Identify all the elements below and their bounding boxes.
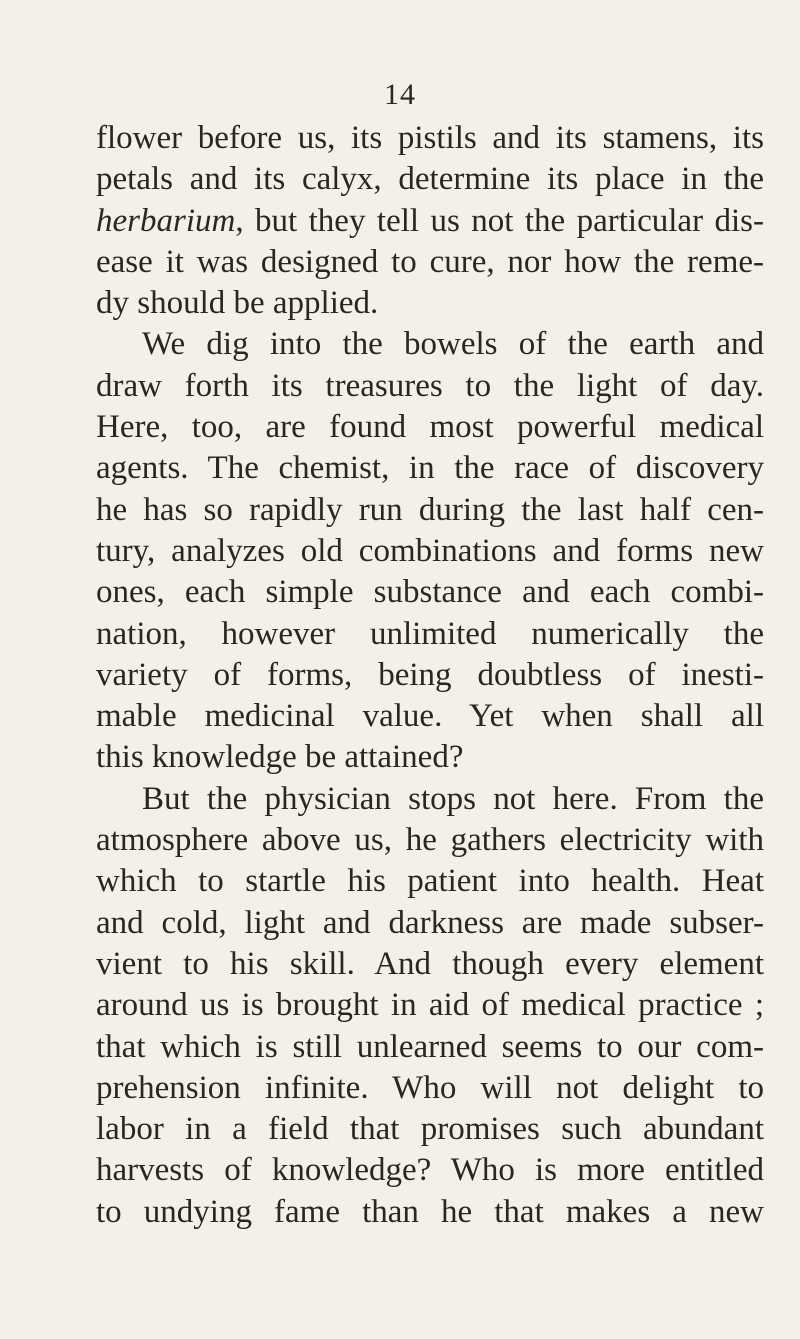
text-line: dy should be applied. xyxy=(96,285,379,322)
text-line: that which is still unlearned seems to our com- xyxy=(96,1028,764,1065)
text-line: Here, too, are found most powerful medical xyxy=(96,409,764,446)
text-line: around us is brought in aid of medical practice ; xyxy=(96,987,764,1024)
body-text xyxy=(96,118,764,1233)
text-line: variety of forms, being doubtless of inesti- xyxy=(96,656,764,693)
page-number: 14 xyxy=(384,78,416,111)
text-line: agents. The chemist, in the race of discovery xyxy=(96,450,764,487)
text-line: ease it was designed to cure, nor how the reme- xyxy=(96,243,764,280)
text-line: draw forth its treasures to the light of day. xyxy=(96,367,764,404)
text-line: to undying fame than he that makes a new xyxy=(96,1193,764,1230)
paragraph-start: But the physician stops not here. From the xyxy=(142,780,764,817)
text-line: mable medicinal value. Yet when shall all xyxy=(96,698,764,735)
text-line: he has so rapidly run during the last half cen- xyxy=(96,491,764,528)
text-line: and cold, light and darkness are made subser- xyxy=(96,904,764,941)
text-line: tury, analyzes old combinations and forms new xyxy=(96,532,764,569)
text-line: herbarium, but they tell us not the particular dis- xyxy=(96,202,764,239)
text-line: prehension infinite. Who will not delight to xyxy=(96,1069,764,1106)
paragraph-start: We dig into the bowels of the earth and xyxy=(142,326,764,363)
italic-term: herbarium xyxy=(96,202,236,239)
text-line: nation, however unlimited numerically the xyxy=(96,615,764,652)
text-line: which to startle his patient into health. Heat xyxy=(96,863,764,900)
text-line: ones, each simple substance and each combi- xyxy=(96,574,764,611)
text-line: labor in a field that promises such abundant xyxy=(96,1111,764,1148)
text-line: petals and its calyx, determine its place in the xyxy=(96,161,764,198)
text-line: harvests of knowledge? Who is more entitled xyxy=(96,1152,764,1189)
text-line: vient to his skill. And though every element xyxy=(96,945,764,982)
text-line: this knowledge be attained? xyxy=(96,739,464,776)
text-line: flower before us, its pistils and its stamens, its xyxy=(96,120,764,156)
text-line: atmosphere above us, he gathers electricity with xyxy=(96,822,764,859)
